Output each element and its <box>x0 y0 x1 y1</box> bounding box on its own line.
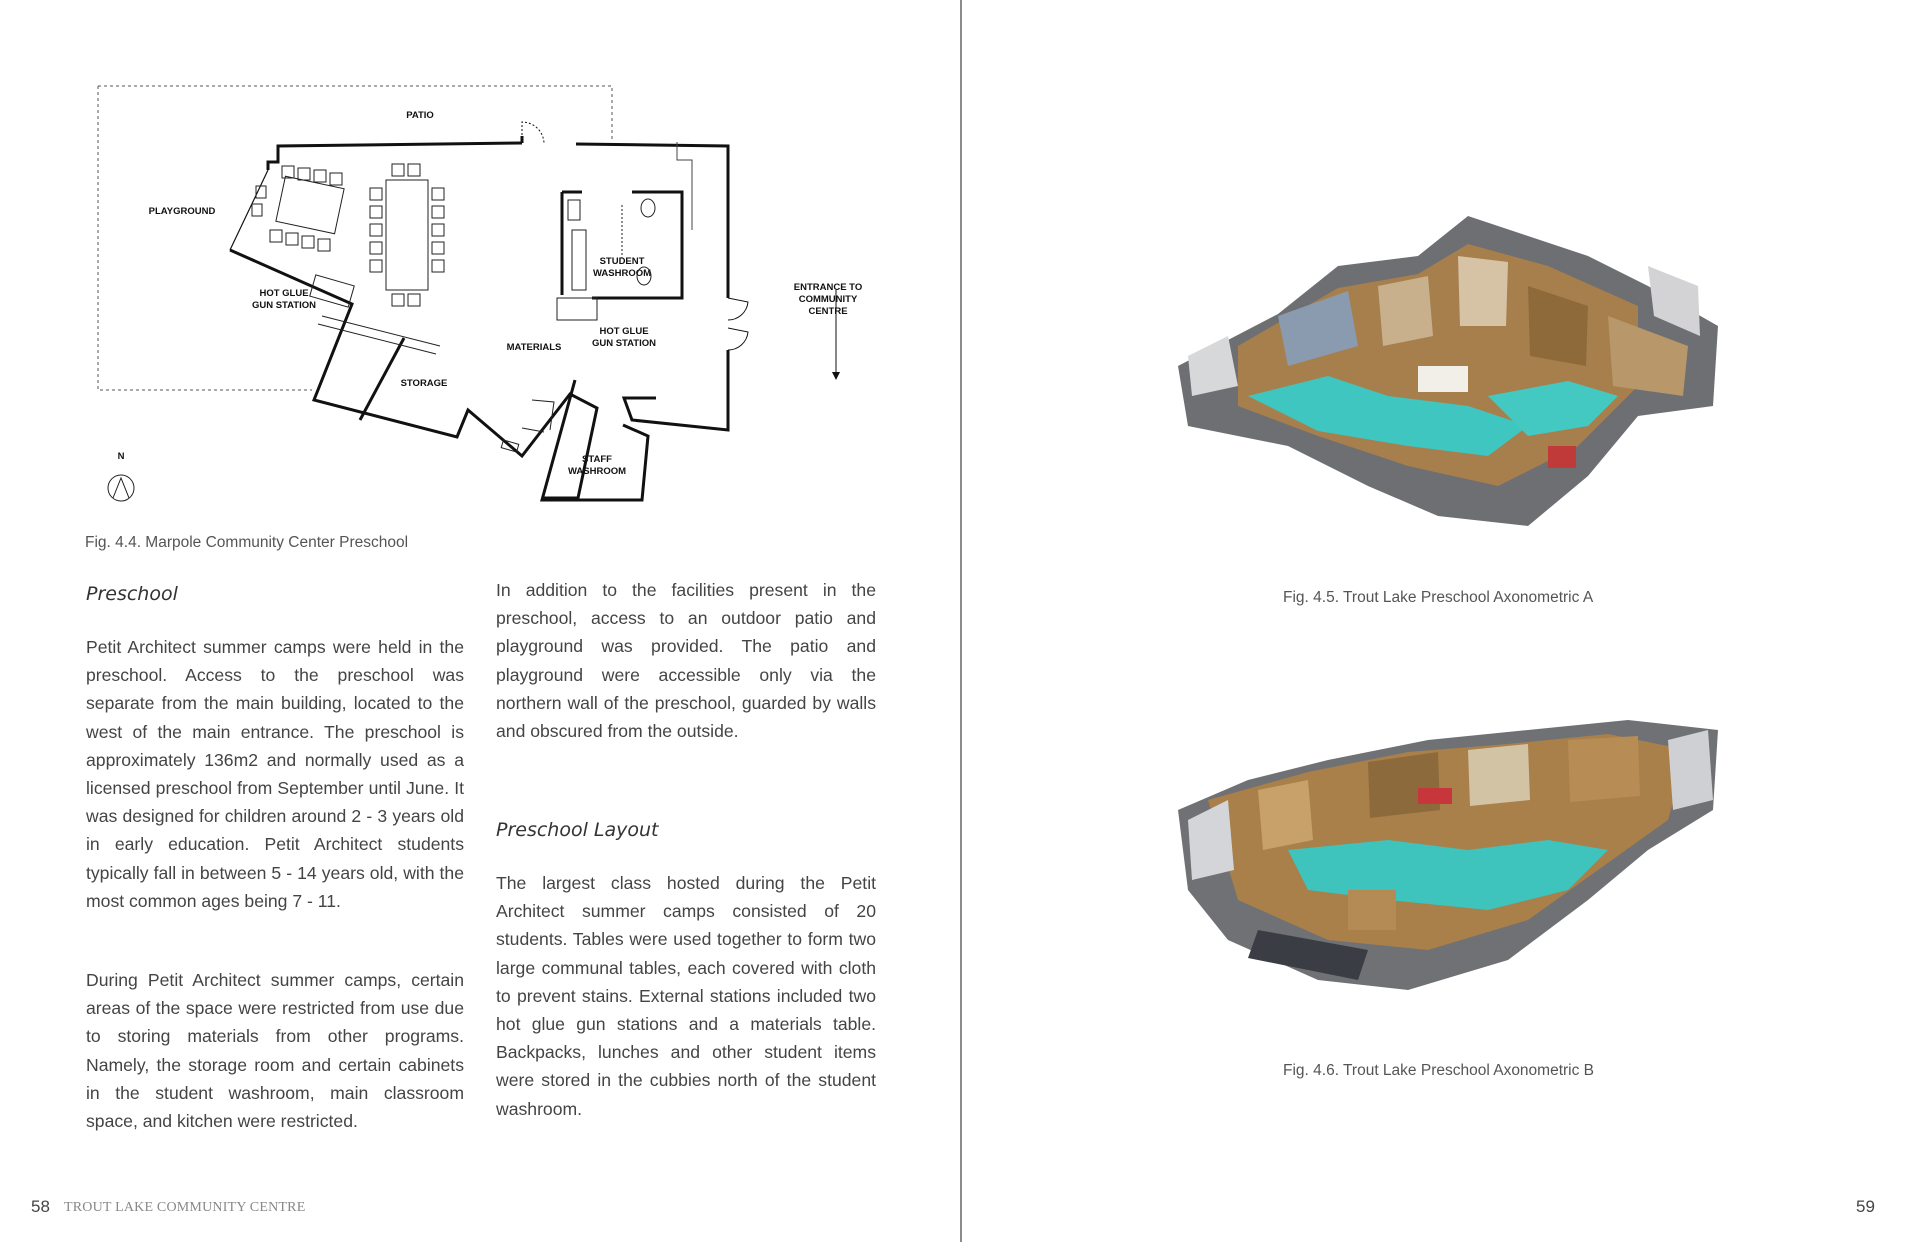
north-arrow-label: N <box>117 451 125 462</box>
right-page <box>960 0 1920 1242</box>
figure-caption-4-4: Fig. 4.4. Marpole Community Center Preschool <box>85 534 409 551</box>
label-entrance-line2: COMMUNITY <box>798 294 858 305</box>
label-storage: STORAGE <box>400 378 448 389</box>
running-title: TROUT LAKE COMMUNITY CENTRE <box>64 1200 306 1215</box>
paragraph-restricted-areas: During Petit Architect summer camps, certain areas of the space were restricted from use due to storing materials from other programs. Namely, the storage room and certain cabinets in the student washroom, main classroom space, and kitchen were restricted. <box>86 970 464 1132</box>
label-staff-washroom-line1: STAFF <box>582 454 612 465</box>
label-entrance-line1: ENTRANCE TO <box>793 282 863 293</box>
label-materials: MATERIALS <box>506 342 562 353</box>
label-hot-glue-station-1-line2: GUN STATION <box>251 300 317 311</box>
page-number-right: 59 <box>1856 1197 1875 1216</box>
axonometric-image-a <box>1168 196 1728 536</box>
figure-caption-4-5: Fig. 4.5. Trout Lake Preschool Axonometric A <box>1283 589 1594 606</box>
label-hot-glue-station-1-line1: HOT GLUE <box>259 288 309 299</box>
paragraph-preschool-intro: Petit Architect summer camps were held in the preschool. Access to the preschool was separate from the main building, located to the west of the main entrance. The preschool is approximately 136m2 and normally used as a licensed preschool from September until June. It was designed for children around 2 - 3 years old in early education. Petit Architect students typically fall in between 5 - 14 years old, with the most common ages being 7 - 11. <box>86 637 464 911</box>
label-entrance-line3: CENTRE <box>808 306 848 317</box>
page-number-left: 58 <box>31 1197 50 1216</box>
label-hot-glue-station-2-line1: HOT GLUE <box>599 326 649 337</box>
paragraph-layout: The largest class hosted during the Petit Architect summer camps consisted of 20 students. Tables were used together to form two large communal tables, each covered with cloth to prevent stains. External stations included two hot glue gun stations and a materials table. Backpacks, lunches and other student items were stored in the cubbies north of the student washroom. <box>496 873 876 1119</box>
label-staff-washroom-line2: WASHROOM <box>567 466 627 477</box>
figure-caption-4-6: Fig. 4.6. Trout Lake Preschool Axonometric B <box>1283 1062 1595 1079</box>
section-heading-preschool: Preschool <box>86 583 178 605</box>
label-student-washroom-line1: STUDENT <box>599 256 645 267</box>
label-student-washroom-line2: WASHROOM <box>592 268 652 279</box>
label-playground: PLAYGROUND <box>148 206 216 217</box>
paragraph-outdoor-access: In addition to the facilities present in the preschool, access to an outdoor patio and playground was provided. The patio and playground were accessible only via the northern wall of the preschool, guarded by walls and obscured from the outside. <box>496 580 876 742</box>
section-heading-preschool-layout: Preschool Layout <box>496 819 659 841</box>
floor-plan-diagram <box>92 80 892 510</box>
label-patio: PATIO <box>406 110 434 121</box>
label-hot-glue-station-2-line2: GUN STATION <box>591 338 657 349</box>
axonometric-image-b <box>1168 700 1728 1000</box>
